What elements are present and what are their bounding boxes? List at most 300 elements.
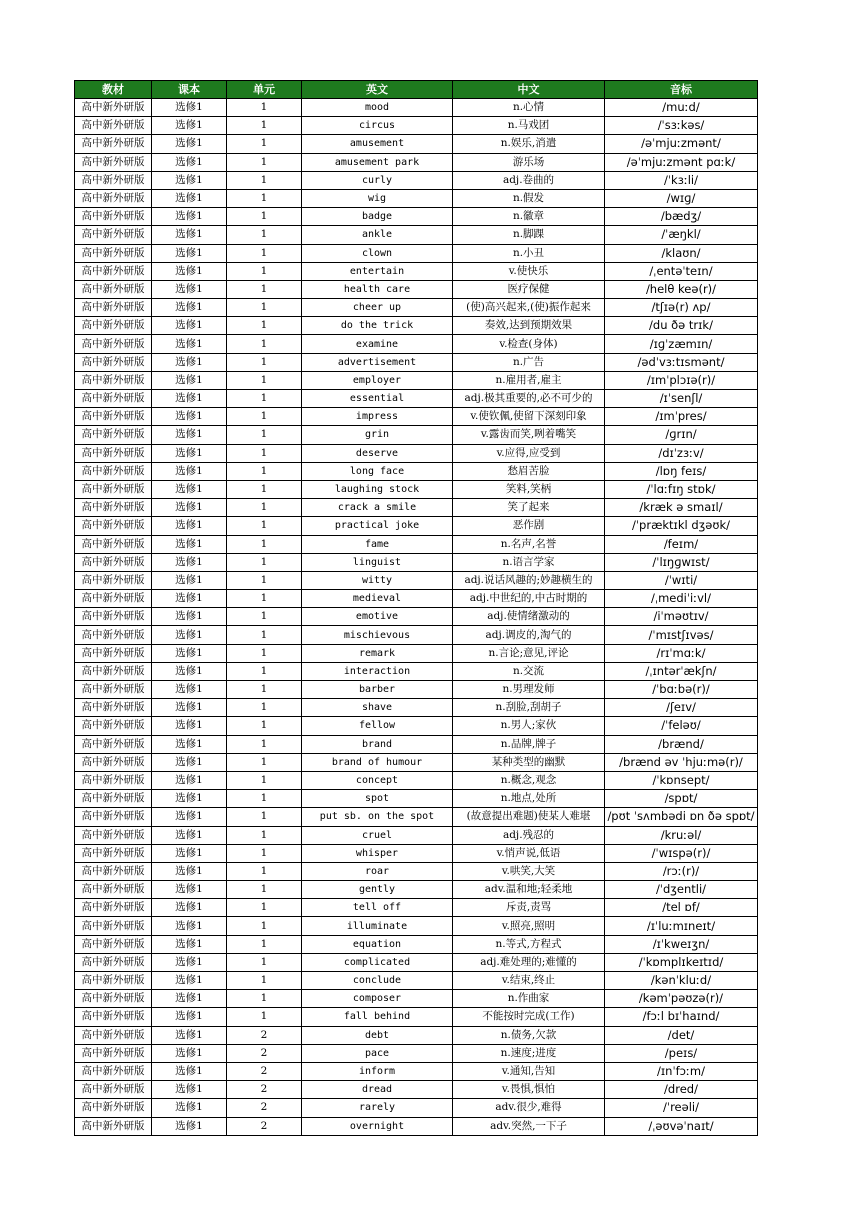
cell-chinese: n.雇用者,雇主: [453, 371, 605, 389]
cell-english: interaction: [302, 662, 453, 680]
cell-phonetic: /det/: [605, 1026, 758, 1044]
table-row: [75, 1081, 758, 1099]
cell-chinese: n.概念,观念: [453, 771, 605, 789]
cell-textbook-series: 高中新外研版: [75, 390, 152, 408]
cell-english: shave: [302, 699, 453, 717]
cell-phonetic: /dɪˈzɜːv/: [605, 444, 758, 462]
cell-textbook-series: 高中新外研版: [75, 1044, 152, 1062]
cell-phonetic: /tel ɒf/: [605, 899, 758, 917]
cell-phonetic: /ɪɡˈzæmɪn/: [605, 335, 758, 353]
cell-unit: 1: [227, 299, 302, 317]
cell-chinese: v.应得,应受到: [453, 444, 605, 462]
cell-textbook-series: 高中新外研版: [75, 717, 152, 735]
cell-unit: 1: [227, 335, 302, 353]
cell-book: 选修1: [152, 444, 227, 462]
table-row: [75, 171, 758, 189]
cell-english: emotive: [302, 608, 453, 626]
cell-english: inform: [302, 1062, 453, 1080]
cell-english: curly: [302, 171, 453, 189]
cell-unit: 2: [227, 1044, 302, 1062]
cell-book: 选修1: [152, 480, 227, 498]
cell-unit: 1: [227, 844, 302, 862]
cell-textbook-series: 高中新外研版: [75, 353, 152, 371]
table-row: [75, 935, 758, 953]
cell-chinese: v.悄声说,低语: [453, 844, 605, 862]
cell-phonetic: /rɪˈmɑːk/: [605, 644, 758, 662]
table-row: [75, 1117, 758, 1135]
cell-english: grin: [302, 426, 453, 444]
cell-chinese: n.心情: [453, 99, 605, 117]
cell-textbook-series: 高中新外研版: [75, 1081, 152, 1099]
table-row: [75, 735, 758, 753]
table-row: [75, 117, 758, 135]
cell-book: 选修1: [152, 353, 227, 371]
cell-chinese: adj.残忍的: [453, 826, 605, 844]
cell-unit: 1: [227, 499, 302, 517]
cell-english: overnight: [302, 1117, 453, 1135]
cell-textbook-series: 高中新外研版: [75, 299, 152, 317]
cell-book: 选修1: [152, 644, 227, 662]
cell-unit: 1: [227, 681, 302, 699]
cell-english: fall behind: [302, 1008, 453, 1026]
cell-unit: 1: [227, 280, 302, 298]
cell-unit: 2: [227, 1026, 302, 1044]
cell-unit: 1: [227, 262, 302, 280]
cell-book: 选修1: [152, 171, 227, 189]
cell-english: dread: [302, 1081, 453, 1099]
table-row: [75, 790, 758, 808]
cell-textbook-series: 高中新外研版: [75, 153, 152, 171]
cell-english: amusement: [302, 135, 453, 153]
cell-textbook-series: 高中新外研版: [75, 990, 152, 1008]
cell-phonetic: /ˌɪntərˈækʃn/: [605, 662, 758, 680]
cell-book: 选修1: [152, 844, 227, 862]
col-header-english: 英文: [302, 81, 453, 99]
cell-unit: 1: [227, 808, 302, 826]
cell-phonetic: /əˈmjuːzmənt pɑːk/: [605, 153, 758, 171]
cell-unit: 1: [227, 735, 302, 753]
cell-book: 选修1: [152, 517, 227, 535]
cell-textbook-series: 高中新外研版: [75, 862, 152, 880]
cell-chinese: 游乐场: [453, 153, 605, 171]
cell-chinese: (使)高兴起来,(使)振作起来: [453, 299, 605, 317]
cell-english: examine: [302, 335, 453, 353]
cell-textbook-series: 高中新外研版: [75, 644, 152, 662]
cell-book: 选修1: [152, 462, 227, 480]
table-row: [75, 826, 758, 844]
table-row: [75, 862, 758, 880]
cell-chinese: n.债务,欠款: [453, 1026, 605, 1044]
cell-unit: 1: [227, 480, 302, 498]
cell-unit: 1: [227, 608, 302, 626]
cell-book: 选修1: [152, 499, 227, 517]
cell-phonetic: /ˈfeləʊ/: [605, 717, 758, 735]
cell-book: 选修1: [152, 1099, 227, 1117]
cell-chinese: adv.温和地;轻柔地: [453, 881, 605, 899]
table-row: [75, 590, 758, 608]
cell-english: advertisement: [302, 353, 453, 371]
cell-chinese: adj.极其重要的,必不可少的: [453, 390, 605, 408]
cell-chinese: 奏效,达到预期效果: [453, 317, 605, 335]
cell-unit: 1: [227, 189, 302, 207]
cell-unit: 1: [227, 790, 302, 808]
cell-unit: 1: [227, 990, 302, 1008]
table-row: [75, 371, 758, 389]
cell-book: 选修1: [152, 699, 227, 717]
cell-textbook-series: 高中新外研版: [75, 844, 152, 862]
cell-chinese: n.作曲家: [453, 990, 605, 1008]
cell-phonetic: /ˈkɒmplɪkeɪtɪd/: [605, 953, 758, 971]
table-row: [75, 353, 758, 371]
table-row: [75, 1099, 758, 1117]
cell-phonetic: /fɔːl bɪˈhaɪnd/: [605, 1008, 758, 1026]
cell-book: 选修1: [152, 608, 227, 626]
cell-unit: 2: [227, 1081, 302, 1099]
cell-phonetic: /ɪˈkweɪʒn/: [605, 935, 758, 953]
cell-book: 选修1: [152, 553, 227, 571]
cell-english: do the trick: [302, 317, 453, 335]
cell-book: 选修1: [152, 662, 227, 680]
cell-book: 选修1: [152, 826, 227, 844]
cell-english: tell off: [302, 899, 453, 917]
cell-book: 选修1: [152, 535, 227, 553]
cell-textbook-series: 高中新外研版: [75, 1008, 152, 1026]
header-row: [75, 81, 758, 99]
cell-book: 选修1: [152, 426, 227, 444]
cell-book: 选修1: [152, 226, 227, 244]
cell-phonetic: /ˈdʒentli/: [605, 881, 758, 899]
cell-unit: 1: [227, 462, 302, 480]
cell-textbook-series: 高中新外研版: [75, 590, 152, 608]
cell-chinese: n.男人;家伙: [453, 717, 605, 735]
cell-english: gently: [302, 881, 453, 899]
cell-textbook-series: 高中新外研版: [75, 280, 152, 298]
cell-chinese: v.哄笑,大笑: [453, 862, 605, 880]
cell-textbook-series: 高中新外研版: [75, 1117, 152, 1135]
cell-phonetic: /ˈreəli/: [605, 1099, 758, 1117]
cell-english: ankle: [302, 226, 453, 244]
cell-english: deserve: [302, 444, 453, 462]
cell-unit: 1: [227, 208, 302, 226]
col-header-textbook-series: 教材: [75, 81, 152, 99]
cell-book: 选修1: [152, 881, 227, 899]
cell-phonetic: /ˌentəˈteɪn/: [605, 262, 758, 280]
cell-unit: 1: [227, 408, 302, 426]
table-row: [75, 571, 758, 589]
col-header-phonetic: 音标: [605, 81, 758, 99]
cell-phonetic: /helθ keə(r)/: [605, 280, 758, 298]
cell-phonetic: /ˈpræktɪkl dʒəʊk/: [605, 517, 758, 535]
cell-textbook-series: 高中新外研版: [75, 571, 152, 589]
cell-unit: 1: [227, 590, 302, 608]
cell-unit: 1: [227, 953, 302, 971]
cell-textbook-series: 高中新外研版: [75, 790, 152, 808]
cell-chinese: n.地点,处所: [453, 790, 605, 808]
cell-chinese: 某种类型的幽默: [453, 753, 605, 771]
cell-english: health care: [302, 280, 453, 298]
cell-book: 选修1: [152, 1026, 227, 1044]
cell-textbook-series: 高中新外研版: [75, 826, 152, 844]
table-row: [75, 499, 758, 517]
cell-chinese: n.品牌,牌子: [453, 735, 605, 753]
table-row: [75, 608, 758, 626]
cell-textbook-series: 高中新外研版: [75, 735, 152, 753]
table-row: [75, 189, 758, 207]
table-row: [75, 644, 758, 662]
cell-chinese: v.使快乐: [453, 262, 605, 280]
cell-unit: 1: [227, 99, 302, 117]
cell-unit: 1: [227, 117, 302, 135]
cell-book: 选修1: [152, 681, 227, 699]
cell-textbook-series: 高中新外研版: [75, 681, 152, 699]
cell-phonetic: /kəmˈpəʊzə(r)/: [605, 990, 758, 1008]
cell-book: 选修1: [152, 299, 227, 317]
cell-phonetic: /dred/: [605, 1081, 758, 1099]
cell-chinese: 不能按时完成(工作): [453, 1008, 605, 1026]
cell-textbook-series: 高中新外研版: [75, 535, 152, 553]
cell-chinese: adj.中世纪的,中古时期的: [453, 590, 605, 608]
cell-unit: 1: [227, 353, 302, 371]
table-row: [75, 426, 758, 444]
cell-textbook-series: 高中新外研版: [75, 972, 152, 990]
cell-english: concept: [302, 771, 453, 789]
cell-chinese: 笑料,笑柄: [453, 480, 605, 498]
cell-chinese: v.露齿而笑,咧着嘴笑: [453, 426, 605, 444]
cell-english: equation: [302, 935, 453, 953]
cell-unit: 1: [227, 644, 302, 662]
cell-chinese: n.马戏团: [453, 117, 605, 135]
cell-unit: 1: [227, 972, 302, 990]
cell-chinese: n.徽章: [453, 208, 605, 226]
cell-english: conclude: [302, 972, 453, 990]
cell-phonetic: /ˈlɑːfɪŋ stɒk/: [605, 480, 758, 498]
cell-book: 选修1: [152, 262, 227, 280]
table-row: [75, 753, 758, 771]
cell-english: brand: [302, 735, 453, 753]
cell-chinese: v.结束,终止: [453, 972, 605, 990]
cell-book: 选修1: [152, 790, 227, 808]
table-row: [75, 681, 758, 699]
cell-textbook-series: 高中新外研版: [75, 808, 152, 826]
cell-english: medieval: [302, 590, 453, 608]
cell-book: 选修1: [152, 1044, 227, 1062]
cell-chinese: n.小丑: [453, 244, 605, 262]
cell-english: put sb. on the spot: [302, 808, 453, 826]
cell-chinese: adj.难处理的;难懂的: [453, 953, 605, 971]
table-row: [75, 444, 758, 462]
cell-chinese: adv.突然,一下子: [453, 1117, 605, 1135]
cell-unit: 1: [227, 753, 302, 771]
cell-book: 选修1: [152, 1008, 227, 1026]
cell-phonetic: /spɒt/: [605, 790, 758, 808]
cell-unit: 1: [227, 517, 302, 535]
table-row: [75, 717, 758, 735]
cell-chinese: n.脚踝: [453, 226, 605, 244]
cell-chinese: v.通知,告知: [453, 1062, 605, 1080]
cell-chinese: 愁眉苦脸: [453, 462, 605, 480]
cell-chinese: n.广告: [453, 353, 605, 371]
cell-english: composer: [302, 990, 453, 1008]
cell-phonetic: /kruːəl/: [605, 826, 758, 844]
table-row: [75, 280, 758, 298]
cell-phonetic: /ɪmˈplɔɪə(r)/: [605, 371, 758, 389]
cell-textbook-series: 高中新外研版: [75, 626, 152, 644]
cell-english: rarely: [302, 1099, 453, 1117]
cell-english: roar: [302, 862, 453, 880]
cell-chinese: v.检查(身体): [453, 335, 605, 353]
cell-book: 选修1: [152, 1081, 227, 1099]
table-row: [75, 226, 758, 244]
cell-chinese: adv.很少,难得: [453, 1099, 605, 1117]
cell-english: clown: [302, 244, 453, 262]
table-row: [75, 953, 758, 971]
table-row: [75, 480, 758, 498]
cell-english: laughing stock: [302, 480, 453, 498]
table-row: [75, 990, 758, 1008]
cell-textbook-series: 高中新外研版: [75, 935, 152, 953]
cell-textbook-series: 高中新外研版: [75, 99, 152, 117]
table-row: [75, 262, 758, 280]
cell-unit: 1: [227, 553, 302, 571]
table-row: [75, 299, 758, 317]
cell-chinese: 斥责,责骂: [453, 899, 605, 917]
cell-chinese: adj.使情绪激动的: [453, 608, 605, 626]
cell-phonetic: /ədˈvɜːtɪsmənt/: [605, 353, 758, 371]
table-row: [75, 408, 758, 426]
cell-phonetic: /ˈwɪspə(r)/: [605, 844, 758, 862]
cell-english: long face: [302, 462, 453, 480]
cell-book: 选修1: [152, 917, 227, 935]
cell-english: practical joke: [302, 517, 453, 535]
cell-unit: 1: [227, 171, 302, 189]
cell-chinese: n.男理发师: [453, 681, 605, 699]
cell-chinese: n.刮脸,刮胡子: [453, 699, 605, 717]
cell-textbook-series: 高中新外研版: [75, 335, 152, 353]
cell-unit: 1: [227, 881, 302, 899]
cell-chinese: n.交流: [453, 662, 605, 680]
cell-unit: 1: [227, 662, 302, 680]
cell-textbook-series: 高中新外研版: [75, 753, 152, 771]
cell-phonetic: /ˈwɪti/: [605, 571, 758, 589]
cell-chinese: 医疗保健: [453, 280, 605, 298]
cell-textbook-series: 高中新外研版: [75, 135, 152, 153]
cell-chinese: 笑了起来: [453, 499, 605, 517]
cell-book: 选修1: [152, 117, 227, 135]
cell-chinese: adj.调皮的,淘气的: [453, 626, 605, 644]
cell-phonetic: /wɪɡ/: [605, 189, 758, 207]
cell-english: circus: [302, 117, 453, 135]
cell-english: cheer up: [302, 299, 453, 317]
cell-book: 选修1: [152, 990, 227, 1008]
cell-unit: 1: [227, 571, 302, 589]
table-row: [75, 1008, 758, 1026]
cell-chinese: n.语言学家: [453, 553, 605, 571]
table-row: [75, 972, 758, 990]
cell-book: 选修1: [152, 771, 227, 789]
cell-unit: 1: [227, 935, 302, 953]
table-body: [75, 99, 758, 1136]
cell-phonetic: /ɪnˈfɔːm/: [605, 1062, 758, 1080]
table-row: [75, 899, 758, 917]
cell-book: 选修1: [152, 735, 227, 753]
cell-phonetic: /iˈməʊtɪv/: [605, 608, 758, 626]
cell-phonetic: /klaʊn/: [605, 244, 758, 262]
cell-book: 选修1: [152, 935, 227, 953]
table-row: [75, 881, 758, 899]
cell-english: debt: [302, 1026, 453, 1044]
cell-book: 选修1: [152, 862, 227, 880]
table-row: [75, 335, 758, 353]
table-row: [75, 808, 758, 826]
cell-chinese: n.言论;意见,评论: [453, 644, 605, 662]
cell-unit: 1: [227, 390, 302, 408]
cell-phonetic: /ˈsɜːkəs/: [605, 117, 758, 135]
cell-textbook-series: 高中新外研版: [75, 699, 152, 717]
cell-textbook-series: 高中新外研版: [75, 917, 152, 935]
cell-textbook-series: 高中新外研版: [75, 462, 152, 480]
cell-unit: 2: [227, 1099, 302, 1117]
cell-chinese: n.速度;进度: [453, 1044, 605, 1062]
cell-unit: 1: [227, 699, 302, 717]
table-row: [75, 317, 758, 335]
table-row: [75, 1026, 758, 1044]
table-row: [75, 462, 758, 480]
cell-unit: 1: [227, 899, 302, 917]
cell-textbook-series: 高中新外研版: [75, 371, 152, 389]
cell-textbook-series: 高中新外研版: [75, 317, 152, 335]
cell-phonetic: /ʃeɪv/: [605, 699, 758, 717]
cell-textbook-series: 高中新外研版: [75, 171, 152, 189]
cell-english: whisper: [302, 844, 453, 862]
cell-unit: 1: [227, 135, 302, 153]
cell-english: illuminate: [302, 917, 453, 935]
cell-unit: 1: [227, 826, 302, 844]
cell-phonetic: /ˈkɜːli/: [605, 171, 758, 189]
table-row: [75, 771, 758, 789]
table-row: [75, 844, 758, 862]
table-row: [75, 917, 758, 935]
table-row: [75, 535, 758, 553]
cell-book: 选修1: [152, 208, 227, 226]
cell-phonetic: /brænd/: [605, 735, 758, 753]
cell-book: 选修1: [152, 153, 227, 171]
cell-book: 选修1: [152, 189, 227, 207]
cell-book: 选修1: [152, 244, 227, 262]
cell-chinese: n.名声,名誉: [453, 535, 605, 553]
cell-phonetic: /ɪˈluːmɪneɪt/: [605, 917, 758, 935]
cell-phonetic: /əˈmjuːzmənt/: [605, 135, 758, 153]
cell-english: mood: [302, 99, 453, 117]
cell-unit: 1: [227, 1008, 302, 1026]
cell-textbook-series: 高中新外研版: [75, 117, 152, 135]
cell-unit: 1: [227, 444, 302, 462]
cell-english: pace: [302, 1044, 453, 1062]
cell-book: 选修1: [152, 899, 227, 917]
cell-textbook-series: 高中新外研版: [75, 408, 152, 426]
cell-english: employer: [302, 371, 453, 389]
cell-english: essential: [302, 390, 453, 408]
table-row: [75, 1062, 758, 1080]
cell-chinese: adj.卷曲的: [453, 171, 605, 189]
cell-book: 选修1: [152, 972, 227, 990]
cell-unit: 1: [227, 226, 302, 244]
cell-english: complicated: [302, 953, 453, 971]
cell-english: crack a smile: [302, 499, 453, 517]
cell-unit: 2: [227, 1062, 302, 1080]
cell-unit: 1: [227, 862, 302, 880]
cell-book: 选修1: [152, 590, 227, 608]
cell-english: spot: [302, 790, 453, 808]
